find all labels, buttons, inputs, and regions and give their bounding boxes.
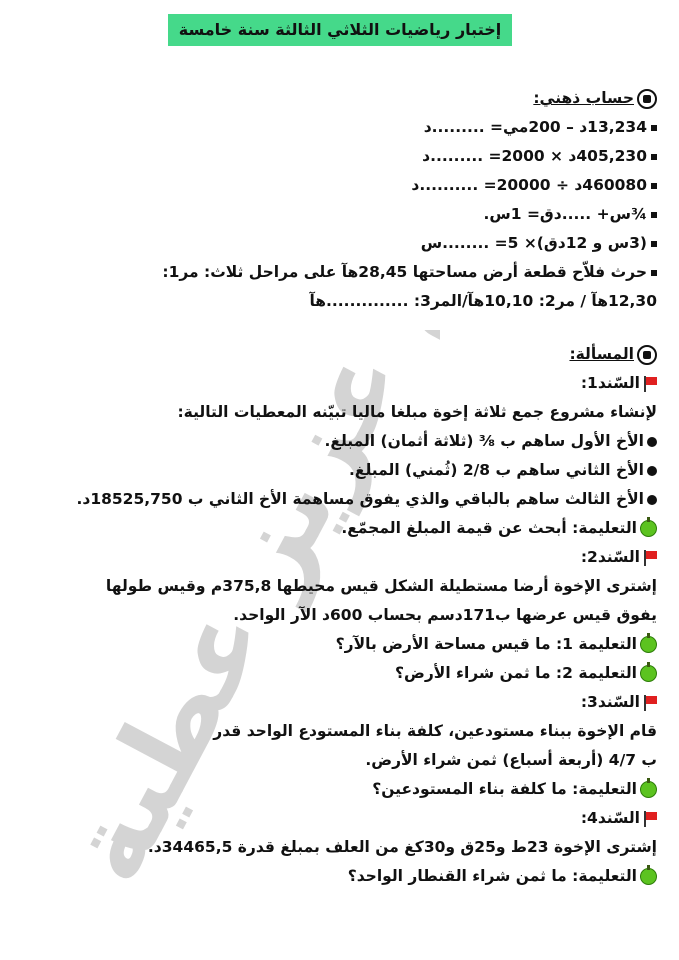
problem-heading: المسألة: [18, 340, 657, 369]
sanad2-label: السّند2: [18, 543, 657, 572]
sanad1-task: التعليمة: أبحث عن قيمة المبلغ المجمّع. [18, 514, 657, 543]
sanad4-task: التعليمة: ما ثمن شراء القنطار الواحد؟ [18, 862, 657, 891]
sanad1-item: الأخ الثالث ساهم بالباقي والذي يفوق مساهمة الأخ الثاني ب 18525,750د. [18, 485, 657, 514]
mental-line: ¾س+ .....دق= 1س. [18, 200, 657, 229]
sanad2-text: إشترى الإخوة أرضا مستطيلة الشكل قيس محيطها 375,8م وقيس طولها [105, 577, 657, 595]
bullet-square-icon [651, 125, 657, 131]
exam-title: إختبار رياضيات الثلاثي الثالثة سنة خامسة [168, 14, 512, 46]
mental-line: 460080د ÷ 20000= ..........د [18, 171, 657, 200]
sanad2-task: التعليمة 2: ما ثمن شراء الأرض؟ [18, 659, 657, 688]
sanad1-label: السّند1: [18, 369, 657, 398]
sanad1-item: الأخ الثاني ساهم ب 2/8 (ثُمني) المبلغ. [18, 456, 657, 485]
soccer-ball-icon [637, 89, 657, 109]
watermark-text: عزيز عطية [39, 330, 428, 903]
red-flag-icon [643, 695, 657, 711]
bullet-square-icon [651, 183, 657, 189]
sanad3-label: السّند3: [18, 688, 657, 717]
mental-line: 12,30هآ / مر2: 10,10هآ/المر3: ..............هآ [309, 292, 657, 310]
red-flag-icon [643, 550, 657, 566]
sanad3-text: قام الإخوة ببناء مستودعين، كلفة بناء المستودع الواحد قدر [213, 722, 657, 740]
sanad4-label: السّند4: [18, 804, 657, 833]
green-apple-icon [640, 868, 657, 885]
sanad3-text: ب 4/7 (أربعة أسباع) ثمن شراء الأرض. [365, 751, 657, 769]
sanad1-intro: لإنشاء مشروع جمع ثلاثة إخوة مبلغا ماليا تبيّنه المعطيات التالية: [177, 403, 657, 421]
bullet-square-icon [651, 212, 657, 218]
sanad4-text: إشترى الإخوة 23ط و25ق و30كغ من العلف بمبلغ قدرة 34465,5د. [147, 838, 657, 856]
exam-content [18, 84, 657, 891]
bullet-dot-icon [647, 437, 657, 447]
sanad2-task: التعليمة 1: ما قيس مساحة الأرض بالآر؟ [18, 630, 657, 659]
mental-line: 405,230د × 2000= .........د [18, 142, 657, 171]
green-apple-icon [640, 781, 657, 798]
red-flag-icon [643, 811, 657, 827]
green-apple-icon [640, 636, 657, 653]
mental-line: حرث فلاّح قطعة أرض مساحتها 28,45هآ على مراحل ثلاث: مر1: [18, 258, 657, 287]
sanad3-task: التعليمة: ما كلفة بناء المستودعين؟ [18, 775, 657, 804]
sanad1-item: الأخ الأول ساهم ب ⅜ (ثلاثة أثمان) المبلغ. [18, 427, 657, 456]
mental-line: (3س و 12دق)× 5= ........س [18, 229, 657, 258]
mental-heading: حساب ذهني: [18, 84, 657, 113]
mental-line: 13,234د – 200مي= .........د [18, 113, 657, 142]
sanad2-text: يفوق قيس عرضها ب171دسم بحساب 600د الآر الواحد. [233, 606, 657, 624]
green-apple-icon [640, 665, 657, 682]
red-flag-icon [643, 376, 657, 392]
bullet-dot-icon [647, 466, 657, 476]
bullet-square-icon [651, 241, 657, 247]
bullet-dot-icon [647, 495, 657, 505]
green-apple-icon [640, 520, 657, 537]
bullet-square-icon [651, 270, 657, 276]
soccer-ball-icon [637, 345, 657, 365]
bullet-square-icon [651, 154, 657, 160]
